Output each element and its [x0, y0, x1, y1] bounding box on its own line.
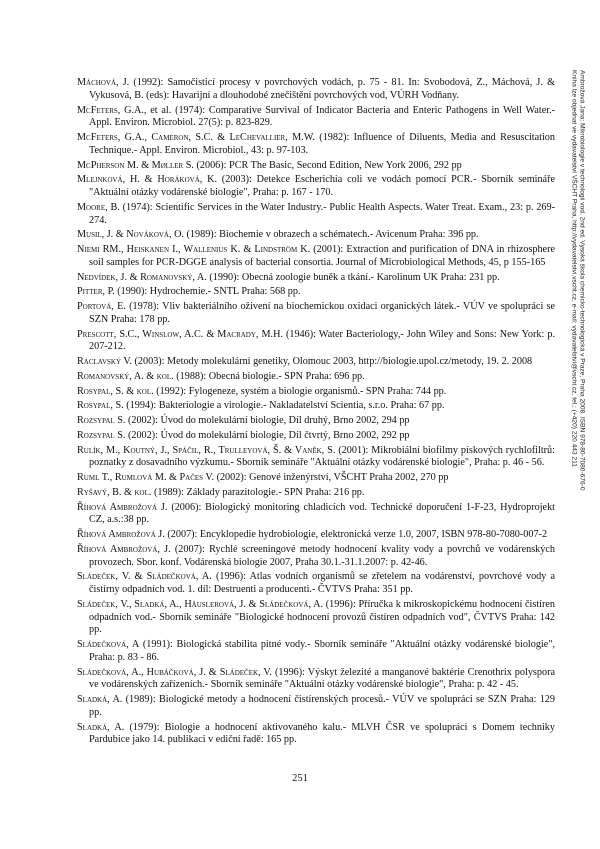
- reference-authors: Říhová Ambrožová, J.: [77, 543, 171, 555]
- reference-details: (2006): PCR The Basic, Second Edition, New York 2006, 292 pp: [193, 159, 462, 171]
- reference-authors: Portová, E.: [77, 301, 126, 312]
- reference-details: (1989): Biochemie v obrazech a schématech.- Avicenum Praha: 396 pp.: [183, 229, 479, 241]
- reference-details: (2007): Encyklopedie hydrobiologie, elektronická verze 1.0, 2007, ISBN 978-80-7080-007-2: [164, 529, 548, 540]
- reference-details: (2002): Úvod do molekulární biologie, Díl čtvrtý, Brno 2002, 292 pp: [125, 429, 410, 441]
- reference-authors: Rulík, M., Koutný, J., Spáčil, R., Trulleyová, Š. & Vaněk, S.: [77, 444, 336, 456]
- reference-details: (2001): Mikrobiální biofilmy pískových rychlofiltrů: poznatky z dosavadního výzkumu.- Sborník semináře "Aktuální otázky vodárenské biologie", Praha: p. 46 - 56.: [89, 444, 555, 469]
- reference-entry: [77, 105, 555, 131]
- reference-details: (1989): Biologické metody a hodnocení čistírenských procesů.- VÚV ve spolupráci se SZN Praha: 129 pp.: [89, 694, 555, 718]
- reference-authors: Romanovský, A. & kol.: [77, 370, 174, 382]
- reference-details: (1992): Samočisticí procesy v povrchových vodách, p. 75 - 81. In: Svobodová, Z., Máchová, J. & Vykusová, B. (eds): Havarijní a dlouhodobé znečištění povrchových vod, VÚRH Vodňany.: [89, 77, 555, 101]
- reference-list: [77, 77, 555, 749]
- reference-details: (1946): Water Bacteriology,- John Wiley and Sons: New York: p. 207-212.: [89, 328, 555, 353]
- reference-details: (2006): Biologický monitoring chladicích vod. Technické doporučení 1-F-23, Hydroprojekt CZ, a.s.:38 pp.: [89, 501, 555, 526]
- reference-entry: [77, 160, 555, 173]
- reference-entry: [77, 174, 555, 200]
- reference-authors: Moore, B.: [77, 201, 120, 213]
- reference-authors: Rosypal, S.: [77, 400, 124, 412]
- reference-details: (1988): Obecná biologie.- SPN Praha: 696 pp.: [173, 370, 365, 382]
- reference-details: (1994): Bakteriologie a virologie.- Nakladatelství Scientia, s.r.o. Praha: 67 pp.: [123, 400, 445, 412]
- reference-authors: Musil, J. & Nováková, O.: [77, 229, 184, 241]
- reference-authors: McPherson M. & Møller S.: [77, 159, 194, 171]
- reference-authors: Sladká, A.: [77, 694, 123, 705]
- reference-entry: [77, 487, 555, 500]
- reference-details: (2003): Detekce Escherichia coli ve vodách pomocí PCR.- Sborník semináře "Aktuální otázky vodárenské biologie", Praha: p. 167 - 170.: [89, 174, 555, 198]
- reference-authors: Sladká, A.: [77, 721, 125, 733]
- reference-entry: [77, 272, 555, 285]
- reference-details: (1996): Výskyt železité a manganové baktérie Crenothrix polyspora ve vodárenských zařízeních.- Sborník semináře "Aktuální otázky vodárenské biologie", Praha: p. 42 - 45.: [89, 666, 555, 691]
- side-note-line-2: Kniha lze objednat ve vydavatelství VŠCHT Praha, http://vydavatelstvi.vscht.cz, e-mail: vydavatelstvi@vscht.cz, tel.: (+420) 220 443 211: [570, 70, 577, 467]
- reference-details: (2001): Extraction and purification of DNA in rhizosphere soil samples for PCR-DGGE analysis of bacterial consortia. Journal of Microbiological Methods, 45, p 155-165: [89, 244, 555, 268]
- reference-entry: [77, 329, 555, 355]
- reference-details: (1982): Influence of Diluents, Media and Resuscitation Technique.- Appl. Environ. Microbiol., 43: p. 97-103.: [89, 132, 555, 156]
- reference-entry: [77, 286, 555, 299]
- page-number: 251: [292, 773, 308, 784]
- reference-authors: Říhová Ambrožová J.: [77, 501, 168, 513]
- side-note-line-1: Ambrožová Jana: Mikrobiologie v technologii vod. 2nd ed. Vysoká škola chemicko-technologická v Praze, Praha 2008. ISBN 978-80-7080-676-0: [578, 70, 586, 491]
- reference-entry: [77, 544, 555, 570]
- side-copyright-note-text: [569, 70, 586, 780]
- reference-entry: [77, 371, 555, 384]
- reference-entry: [77, 430, 555, 443]
- reference-entry: [77, 244, 555, 270]
- reference-authors: Prescott, S.C., Winslow, A.C. & Macrady, M.H.: [77, 328, 283, 340]
- reference-details: (1978): Vliv bakteriálního oživení na biochemickou oxidaci organických látek.- VÚV ve spolupráci se SZN Praha: 178 pp.: [89, 301, 555, 325]
- reference-entry: [77, 301, 555, 327]
- reference-authors: Sládečková, A., Hubáčková, J. & Sládeček, V.: [77, 666, 272, 678]
- reference-authors: McFeters, G.A., Cameron, S.C. & LeChevallier, M.W.: [77, 132, 315, 143]
- reference-entry: [77, 202, 555, 228]
- reference-authors: Ruml T., Rumlová M. & Pačes V.: [77, 472, 215, 483]
- reference-entry: [77, 400, 555, 413]
- reference-authors: Raclavský V.: [77, 356, 132, 367]
- reference-entry: [77, 472, 555, 485]
- reference-details: (2002): Úvod do molekulární biologie, Díl druhý, Brno 2002, 294 pp: [125, 415, 410, 426]
- reference-details: (1992): Fylogeneze, systém a biologie organismů.- SPN Praha: 744 pp.: [153, 385, 447, 397]
- reference-authors: Rozsypal S.: [77, 415, 126, 426]
- reference-entry: [77, 722, 555, 748]
- reference-authors: Máchová, J.: [77, 77, 130, 88]
- reference-details: (1991): Biologická stabilita pitné vody.- Sborník semináře "Aktuální otázky vodárenské biologie", Praha: p. 83 - 86.: [89, 639, 555, 663]
- reference-details: (2007): Rychlé screeningové metody hodnocení kvality vody a povrchů ve vodárenských provozech. Sbor. konf. Vodárenská biologie 2007, Praha 30.1.-31.1.2007: p. 42-46.: [89, 543, 555, 568]
- reference-authors: Rozsypal S.: [77, 429, 126, 441]
- reference-authors: Mlejnková, H. & Horáková, K.: [77, 174, 217, 186]
- reference-authors: Sládeček, V. & Sládečková, A.: [77, 571, 212, 583]
- reference-entry: [77, 386, 555, 399]
- reference-details: , et al. (1974): Comparative Survival of Indicator Bacteria and Enteric Pathogens in Well Water.- Appl. Environ. Microbiol. 27(5): p. 823-829.: [89, 104, 555, 129]
- reference-details: (1989): Základy parazitologie.- SPN Praha: 216 pp.: [151, 486, 365, 498]
- reference-details: (1990): Hydrochemie.- SNTL Praha: 568 pp.: [114, 286, 301, 298]
- reference-entry: [77, 694, 555, 720]
- reference-details: (1996): Atlas vodních organismů se zřetelem na vodárenství, povrchové vody a čistírny odpadních vod. 1. díl: Destruenti a producenti.- ČVTVS Praha: 351 pp.: [89, 571, 556, 595]
- reference-authors: Ryšavý, B. & kol.: [77, 486, 152, 498]
- reference-entry: [77, 445, 555, 471]
- reference-authors: Rosypal, S. & kol.: [77, 385, 154, 397]
- reference-authors: Sládečková, A: [77, 639, 140, 650]
- reference-details: (1979): Biologie a hodnocení aktivovaného kalu.- MLVH ČSR ve spolupráci s Domem techniky Pardubice jako 14. publikaci v ediční řadě: 165 pp.: [89, 721, 555, 746]
- reference-details: (1990): Obecná zoologie buněk a tkání.- Karolinum UK Praha: 231 pp.: [206, 271, 500, 283]
- reference-authors: McFeters, G.A.: [77, 104, 144, 116]
- reference-authors: Nedvídek, J. & Romanovský, A.: [77, 271, 207, 283]
- reference-authors: Niemi RM., Heiskanen I., Wallenius K. & Lindström K.: [77, 244, 311, 255]
- reference-entry: [77, 599, 555, 637]
- reference-entry: [77, 229, 555, 242]
- reference-entry: [77, 571, 555, 597]
- reference-entry: [77, 639, 555, 665]
- reference-entry: [77, 415, 555, 428]
- reference-authors: Sládeček, V., Sladká, A., Häuslerová, J. & Sládečková, A.: [77, 598, 324, 610]
- reference-entry: [77, 132, 555, 158]
- reference-entry: [77, 529, 555, 542]
- reference-details: (1996): Příručka k mikroskopickému hodnocení čistíren odpadních vod.- Sborník semináře "Biologické hodnocení provozů čistíren odpadních vod", ČVTVS Praha: 142 pp.: [89, 598, 555, 636]
- reference-entry: [77, 667, 555, 693]
- reference-details: (2003): Metody molekulární genetiky, Olomouc 2003, http://biologie.upol.cz/metody, 19. 2. 2008: [131, 356, 533, 367]
- reference-entry: [77, 77, 555, 103]
- reference-entry: [77, 356, 555, 369]
- reference-entry: [77, 502, 555, 528]
- reference-authors: Pitter, P.: [77, 286, 115, 298]
- reference-authors: Říhová Ambrožová J.: [77, 529, 165, 540]
- reference-details: (1974): Scientific Services in the Water Industry.- Public Health Aspects. Water Treat. Exam., 23: p. 269-274.: [89, 201, 555, 226]
- reference-details: (2002): Genové inženýrství, VŠCHT Praha 2002, 270 pp: [214, 472, 449, 483]
